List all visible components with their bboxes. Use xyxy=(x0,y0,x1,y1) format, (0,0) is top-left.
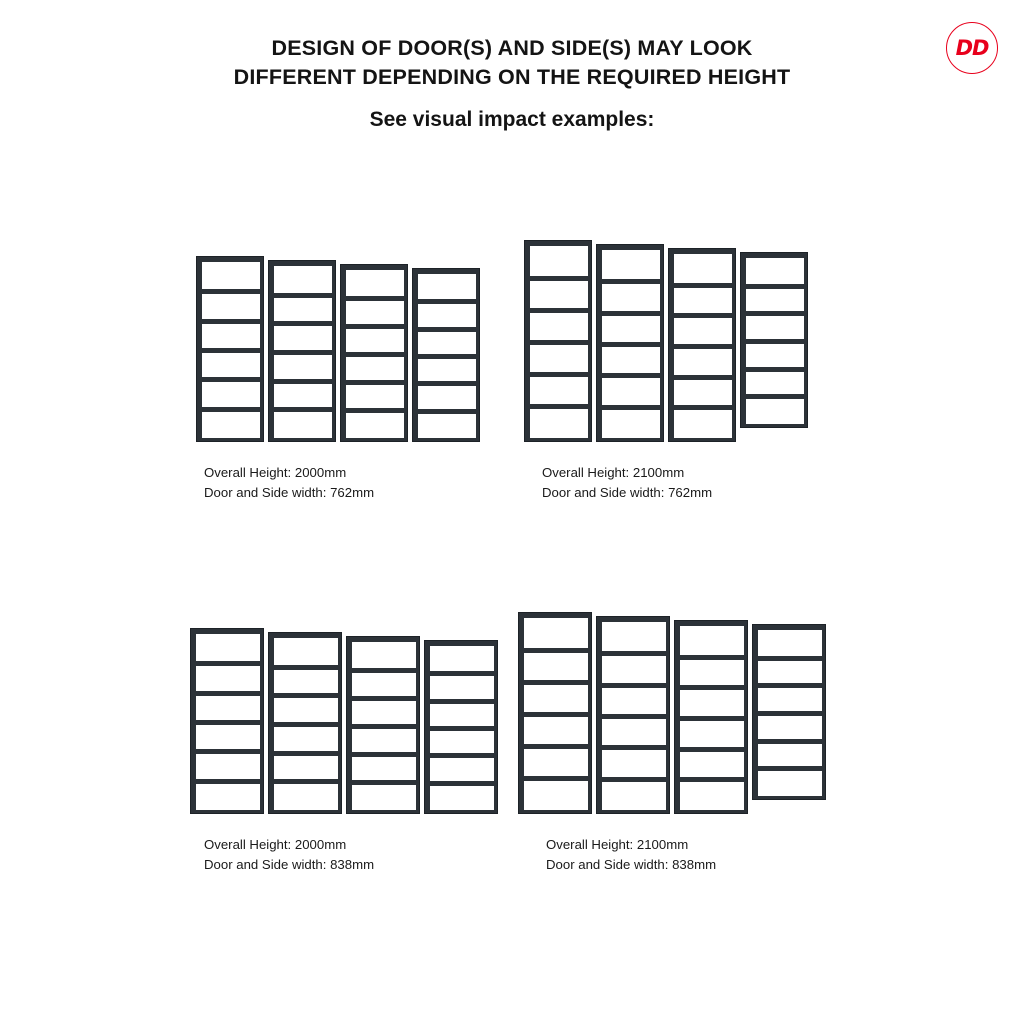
glazing-bar xyxy=(530,372,588,377)
figure-grid xyxy=(0,190,1024,990)
glazing-bar xyxy=(418,327,476,332)
door-glass xyxy=(530,246,588,438)
glazing-bar xyxy=(674,283,732,288)
glazing-bar xyxy=(746,367,804,372)
caption-2100-838 xyxy=(546,835,716,875)
door-panel xyxy=(424,640,498,814)
page-subtitle: See visual impact examples: xyxy=(369,108,655,131)
door-glass xyxy=(430,646,494,810)
door-panel xyxy=(196,256,264,442)
glazing-bar xyxy=(202,348,260,353)
figure-2000-838 xyxy=(190,628,502,872)
figure-2000-762 xyxy=(196,256,482,500)
glazing-bar xyxy=(274,350,332,355)
glazing-bar xyxy=(418,354,476,359)
glazing-bar xyxy=(274,751,338,756)
glazing-bar xyxy=(602,651,666,656)
glazing-bar xyxy=(602,373,660,378)
glazing-bar xyxy=(202,319,260,324)
door-glass xyxy=(746,258,804,424)
door-panel xyxy=(268,260,336,442)
glazing-bar xyxy=(602,683,666,688)
caption-height: Overall Height: 2100mm xyxy=(542,465,685,480)
glazing-bar xyxy=(674,375,732,380)
glazing-bar xyxy=(680,747,744,752)
door-panel xyxy=(524,240,592,442)
glazing-bar xyxy=(680,777,744,782)
glazing-bar xyxy=(602,405,660,410)
figure-2100-838 xyxy=(518,612,830,872)
glazing-bar xyxy=(746,311,804,316)
glazing-bar xyxy=(746,339,804,344)
glazing-bar xyxy=(196,661,260,666)
glazing-bar xyxy=(524,712,588,717)
door-glass xyxy=(602,622,666,810)
door-panel xyxy=(596,616,670,814)
glazing-bar xyxy=(346,352,404,357)
glazing-bar xyxy=(196,720,260,725)
door-panel xyxy=(668,248,736,442)
door-panel xyxy=(752,624,826,800)
caption-height: Overall Height: 2000mm xyxy=(204,837,347,852)
page-title-line-1: DESIGN OF DOOR(S) AND SIDE(S) MAY LOOK xyxy=(271,36,753,60)
glazing-bar xyxy=(430,781,494,786)
door-panel xyxy=(596,244,664,442)
door-glass xyxy=(674,254,732,438)
glazing-bar xyxy=(430,699,494,704)
glazing-bar xyxy=(602,279,660,284)
caption-width: Door and Side width: 762mm xyxy=(542,485,713,500)
door-panel xyxy=(340,264,408,442)
door-diagram-2000-838 xyxy=(190,628,502,814)
door-diagram-2100-838 xyxy=(518,612,830,814)
door-glass xyxy=(196,634,260,810)
door-glass xyxy=(202,262,260,438)
caption-2000-762 xyxy=(204,463,374,503)
glazing-bar xyxy=(274,321,332,326)
glazing-bar xyxy=(602,311,660,316)
figure-row-top xyxy=(0,190,1024,590)
glazing-bar xyxy=(758,656,822,661)
glazing-bar xyxy=(680,655,744,660)
glazing-bar xyxy=(346,408,404,413)
glazing-bar xyxy=(430,671,494,676)
glazing-bar xyxy=(352,668,416,673)
glazing-bar xyxy=(680,685,744,690)
glazing-bar xyxy=(418,299,476,304)
brand-logo-text: DD xyxy=(955,36,989,60)
door-glass xyxy=(274,638,338,810)
glazing-bar xyxy=(418,381,476,386)
glazing-bar xyxy=(602,777,666,782)
glazing-bar xyxy=(346,324,404,329)
caption-width: Door and Side width: 762mm xyxy=(204,485,375,500)
glazing-bar xyxy=(602,745,666,750)
door-panel xyxy=(346,636,420,814)
caption-2000-838 xyxy=(204,835,374,875)
glazing-bar xyxy=(602,342,660,347)
door-panel xyxy=(268,632,342,814)
glazing-bar xyxy=(202,377,260,382)
glazing-bar xyxy=(274,407,332,412)
glazing-bar xyxy=(430,753,494,758)
glazing-bar xyxy=(746,284,804,289)
glazing-bar xyxy=(680,716,744,721)
glazing-bar xyxy=(202,407,260,412)
door-glass xyxy=(524,618,588,810)
glazing-bar xyxy=(352,724,416,729)
glazing-bar xyxy=(202,289,260,294)
glazing-bar xyxy=(602,714,666,719)
glazing-bar xyxy=(274,693,338,698)
door-glass xyxy=(418,274,476,438)
glazing-bar xyxy=(196,691,260,696)
glazing-bar xyxy=(758,683,822,688)
door-glass xyxy=(352,642,416,810)
door-glass xyxy=(274,266,332,438)
door-panel xyxy=(190,628,264,814)
glazing-bar xyxy=(196,779,260,784)
glazing-bar xyxy=(274,722,338,727)
glazing-bar xyxy=(530,404,588,409)
glazing-bar xyxy=(758,766,822,771)
glazing-bar xyxy=(674,405,732,410)
glazing-bar xyxy=(758,711,822,716)
glazing-bar xyxy=(524,648,588,653)
glazing-bar xyxy=(196,749,260,754)
caption-width: Door and Side width: 838mm xyxy=(204,857,375,872)
glazing-bar xyxy=(524,744,588,749)
glazing-bar xyxy=(274,779,338,784)
door-panel xyxy=(674,620,748,814)
glazing-bar xyxy=(352,752,416,757)
caption-height: Overall Height: 2100mm xyxy=(546,837,689,852)
door-glass xyxy=(602,250,660,438)
glazing-bar xyxy=(524,680,588,685)
caption-width: Door and Side width: 838mm xyxy=(546,857,717,872)
door-panel xyxy=(740,252,808,428)
glazing-bar xyxy=(346,380,404,385)
glazing-bar xyxy=(530,308,588,313)
glazing-bar xyxy=(274,665,338,670)
glazing-bar xyxy=(674,344,732,349)
glazing-bar xyxy=(524,776,588,781)
door-diagram-2000-762 xyxy=(196,256,482,442)
figure-row-bottom xyxy=(0,590,1024,990)
glazing-bar xyxy=(758,739,822,744)
glazing-bar xyxy=(746,394,804,399)
caption-2100-762 xyxy=(542,463,712,503)
door-panel xyxy=(518,612,592,814)
door-diagram-2100-762 xyxy=(524,240,810,442)
glazing-bar xyxy=(346,296,404,301)
door-glass xyxy=(680,626,744,810)
glazing-bar xyxy=(274,293,332,298)
glazing-bar xyxy=(274,379,332,384)
page-title-line-2: DIFFERENT DEPENDING ON THE REQUIRED HEIGHT xyxy=(233,65,791,89)
header xyxy=(0,34,1024,132)
glazing-bar xyxy=(530,276,588,281)
door-glass xyxy=(346,270,404,438)
caption-height: Overall Height: 2000mm xyxy=(204,465,347,480)
glazing-bar xyxy=(674,313,732,318)
glazing-bar xyxy=(418,409,476,414)
door-panel xyxy=(412,268,480,442)
figure-2100-762 xyxy=(524,240,810,500)
glazing-bar xyxy=(352,696,416,701)
brand-logo xyxy=(946,22,998,74)
glazing-bar xyxy=(352,780,416,785)
glazing-bar xyxy=(430,726,494,731)
door-glass xyxy=(758,630,822,796)
glazing-bar xyxy=(530,340,588,345)
